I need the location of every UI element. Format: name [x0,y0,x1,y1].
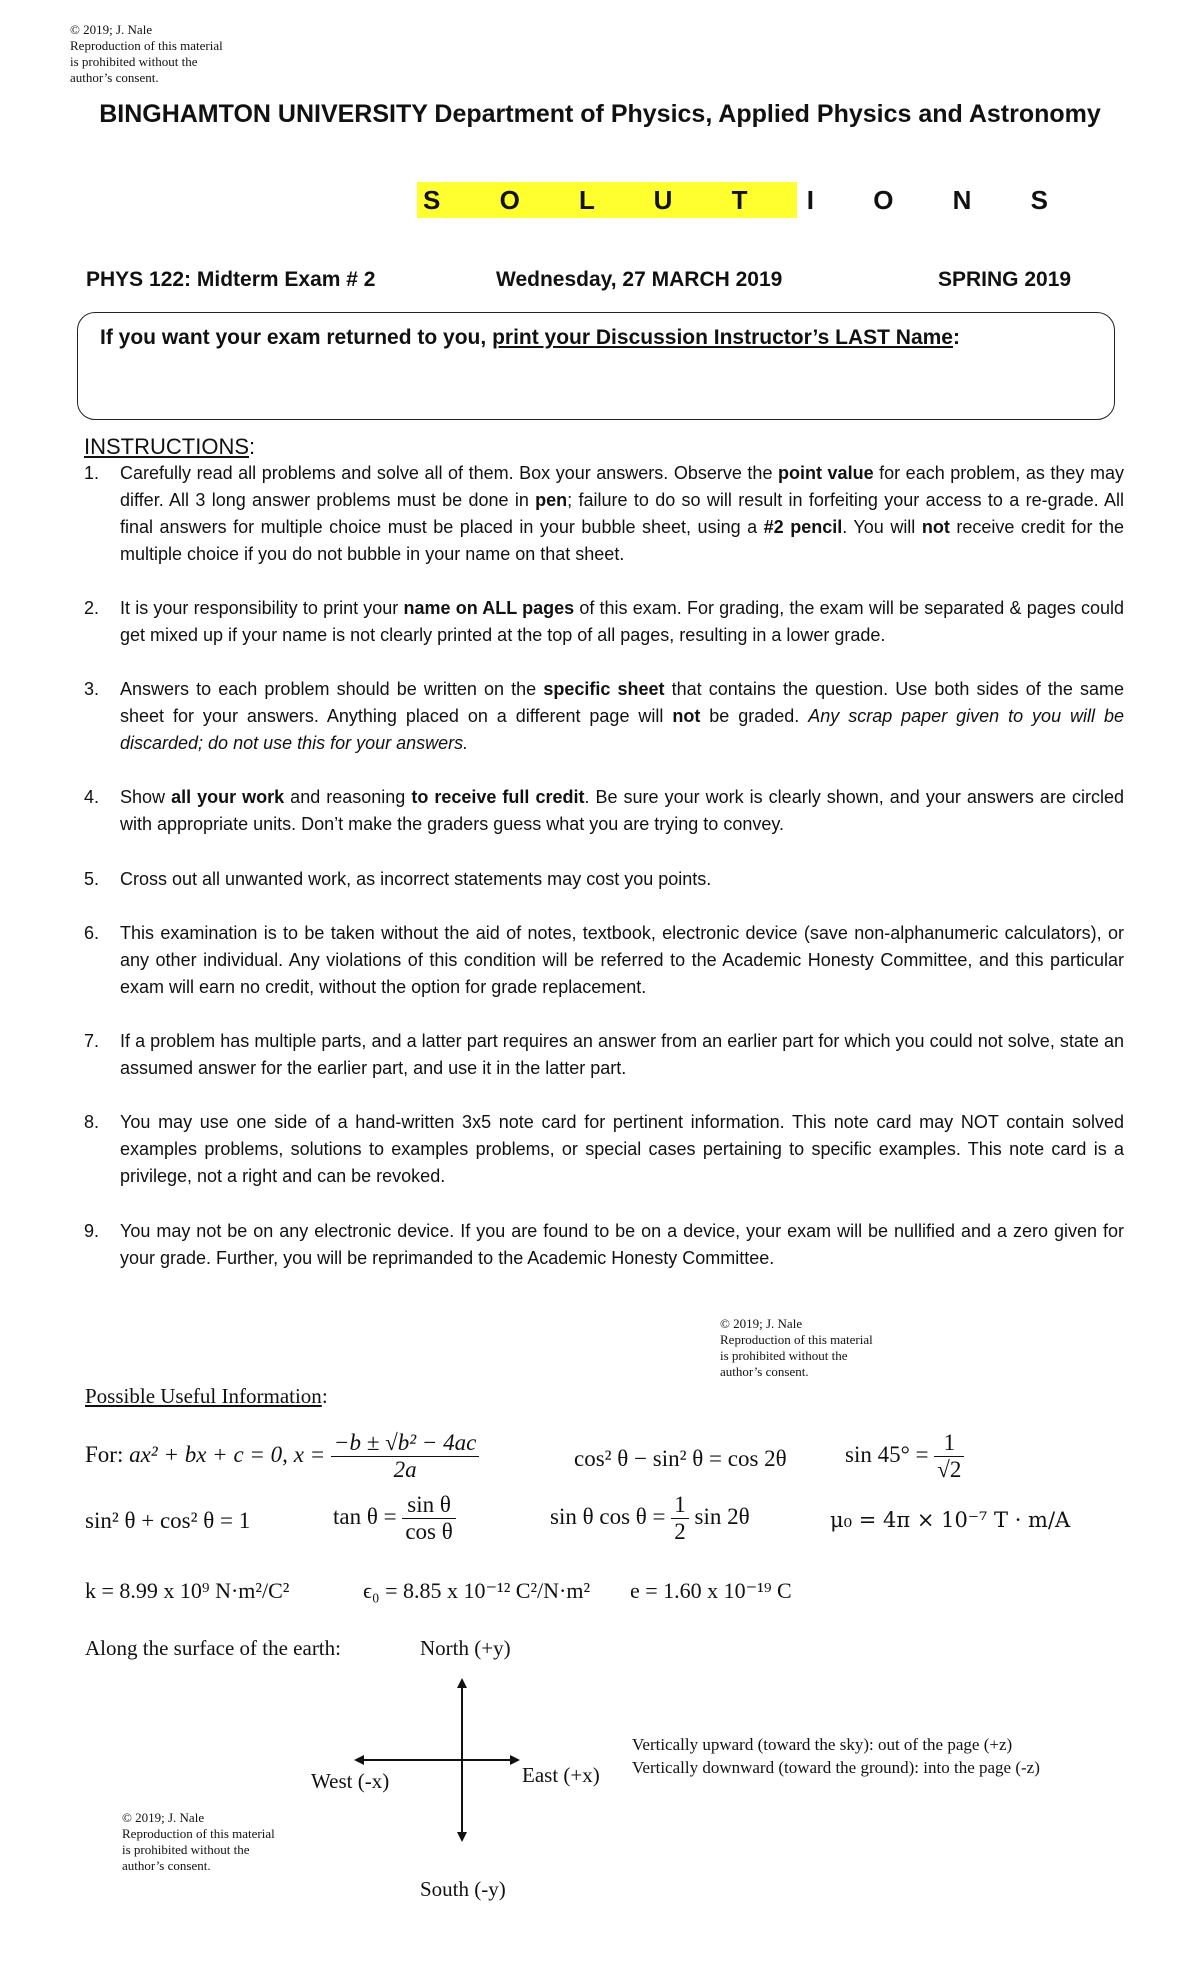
instruction-number: 1. [84,463,100,483]
instruction-item-6: 6. This examination is to be taken without the aid of notes, textbook, electronic device (save non-alphanumeric calculators), or any other individual. Any violations of this condition will be referred to the Academic Honesty Committee, and this particular exam will earn no credit, without the option for grade replacement. [84,920,1124,1001]
instruction-item-2: 2. It is your responsibility to print your name on ALL pages of this exam. For grading, the exam will be separated & pages could get mixed up if your name is not clearly printed at the top of all pages, resulting in a lower grade. [84,595,1124,649]
quadratic-prefix: For: [85,1441,124,1467]
instruction-number: 9. [84,1221,100,1241]
copyright-line: is prohibited without the [720,1348,848,1363]
sin45-numerator: 1 [934,1430,964,1457]
quadratic-fraction [331,1430,479,1483]
west-label: West (-x) [311,1769,390,1793]
mu0-constant: μ₀ = 4π × 10⁻⁷ T · m/A [830,1508,1071,1532]
instruction-item-5: 5. Cross out all unwanted work, as incorrect statements may cost you points. [84,866,1124,893]
copyright-line: is prohibited without the [122,1842,250,1857]
sincos-rhs: sin 2θ [694,1503,750,1529]
vertical-down-note: Vertically downward (toward the ground): into the page (-z) [632,1758,1040,1777]
instruction-number: 6. [84,923,100,943]
pythagorean-identity: sin² θ + cos² θ = 1 [85,1508,251,1533]
quadratic-formula [85,1430,479,1483]
sin45-identity [845,1430,964,1483]
exam-date: Wednesday, 27 MARCH 2019 [496,268,783,291]
tan-numerator: sin θ [402,1492,455,1519]
copyright-line: © 2019; J. Nale [720,1316,803,1331]
prompt-underlined-text: print your Discussion Instructor’s LAST Name [492,326,953,349]
copyright-line: Reproduction of this material [70,38,223,53]
sin45-denominator: √2 [937,1457,962,1482]
instructions-heading [84,434,255,460]
exam-term: SPRING 2019 [938,268,1072,291]
sincos-denominator: 2 [674,1519,686,1544]
instructor-prompt [100,326,960,350]
permittivity-constant: ϵ₀ = 8.85 x 10⁻¹² C²/N·m² [363,1578,591,1603]
copyright-line: © 2019; J. Nale [122,1810,205,1825]
tan-fraction [402,1492,455,1545]
useful-info-heading-text: Possible Useful Information [85,1384,322,1408]
prompt-text: If you want your exam returned to you, [100,326,493,349]
copyright-line: Reproduction of this material [122,1826,275,1841]
vertical-up-note: Vertically upward (toward the sky): out of the page (+z) [632,1735,1013,1754]
instruction-item-9: 9. You may not be on any electronic device. If you are found to be on a device, your exam will be nullified and a zero given for your grade. Further, you will be reprimanded to the Academic Honesty Committee. [84,1218,1124,1272]
tan-lhs: tan θ = [333,1503,397,1529]
copyright-notice-middle [720,1316,940,1380]
compass-intro: Along the surface of the earth: [85,1636,341,1660]
copyright-line: author’s consent. [122,1858,211,1873]
quadratic-equation: ax² + bx + c = 0, [129,1441,288,1467]
quadratic-denominator: 2a [393,1457,417,1482]
compass-axes [340,1660,540,1860]
instruction-number: 7. [84,1031,100,1051]
coulomb-constant: k = 8.99 x 10⁹ N·m²/C² [85,1578,290,1603]
instruction-item-7: 7. If a problem has multiple parts, and a latter part requires an answer from an earlier part for which you could not solve, state an assumed answer for the earlier part, and use it in the latter part. [84,1028,1124,1082]
instruction-number: 4. [84,787,100,807]
instruction-item-1: 1. Carefully read all problems and solve all of them. Box your answers. Observe the point value for each problem, as they may differ. All 3 long answer problems must be done in pen; failure to do so will result in forfeiting your access to a re-grade. All final answers for multiple choice must be placed in your bubble sheet, using a #2 pencil. You will not receive credit for the multiple choice if you do not bubble in your name on that sheet. [84,460,1124,568]
copyright-notice-top [70,22,290,86]
solutions-banner: S O L U T I O N S [417,182,797,218]
quadratic-x: x = [293,1441,326,1467]
instruction-item-3: 3. Answers to each problem should be written on the specific sheet that contains the question. Use both sides of the same sheet for your answers. Anything placed on a different page will not be graded. Any scrap paper given to you will be discarded; do not use this for your answers. [84,676,1124,757]
sincos-fraction [671,1492,689,1545]
tan-denominator: cos θ [405,1519,453,1544]
copyright-line: author’s consent. [720,1364,809,1379]
elementary-charge: e = 1.60 x 10⁻¹⁹ C [630,1578,792,1603]
sincos-numerator: 1 [671,1492,689,1519]
sincos-lhs: sin θ cos θ = [550,1503,666,1529]
copyright-line: is prohibited without the [70,54,198,69]
instructions-heading-colon: : [249,434,256,459]
south-label: South (-y) [420,1877,506,1901]
instruction-number: 2. [84,598,100,618]
east-label: East (+x) [522,1763,600,1787]
instruction-number: 3. [84,679,100,699]
copyright-notice-bottom [122,1810,342,1874]
north-label: North (+y) [420,1636,511,1660]
quadratic-numerator: −b ± √b² − 4ac [331,1430,479,1457]
course-label: PHYS 122: Midterm Exam # 2 [86,268,376,291]
instruction-number: 8. [84,1112,100,1132]
cos-double-angle: cos² θ − sin² θ = cos 2θ [574,1446,787,1471]
department-title: BINGHAMTON UNIVERSITY Department of Physics, Applied Physics and Astronomy [99,100,1101,128]
tan-identity [333,1492,456,1545]
instruction-item-8: 8. You may use one side of a hand-written 3x5 note card for pertinent information. This note card may NOT contain solved examples problems, solutions to examples problems, or special cases pertaining to specific examples. This note card is a privilege, not a right and can be revoked. [84,1109,1124,1190]
instruction-number: 5. [84,869,100,889]
sin45-fraction [934,1430,964,1483]
copyright-line: Reproduction of this material [720,1332,873,1347]
instruction-item-4: 4. Show all your work and reasoning to receive full credit. Be sure your work is clearly shown, and your answers are circled with appropriate units. Don’t make the graders guess what you are trying to convey. [84,784,1124,838]
sin45-lhs: sin 45° = [845,1441,929,1467]
copyright-line: author’s consent. [70,70,159,85]
useful-info-heading-colon: : [321,1384,328,1408]
copyright-line: © 2019; J. Nale [70,22,153,37]
prompt-colon: : [952,326,960,349]
sincos-identity [550,1492,750,1545]
instructions-heading-text: INSTRUCTIONS [84,434,249,459]
useful-info-heading [85,1384,328,1409]
